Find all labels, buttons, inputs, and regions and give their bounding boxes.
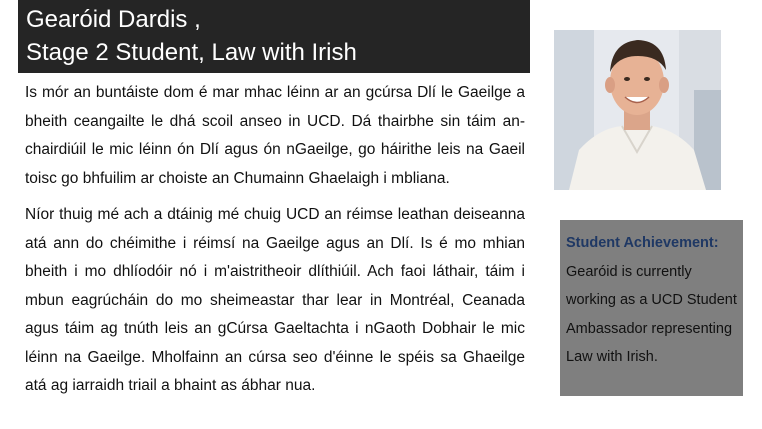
portrait-illustration xyxy=(554,30,721,190)
student-photo xyxy=(554,30,721,190)
achievement-title: Student Achievement: xyxy=(566,235,719,251)
achievement-box xyxy=(560,220,743,396)
student-role: Stage 2 Student, Law with Irish xyxy=(26,39,357,66)
paragraph-2: Níor thuig mé ach a dtáinig mé chuig UCD an réimse leathan deiseanna atá ann do chéimithe i réimsí na Gaeilge agus an Dlí. Is é mo mhian bheith i mo dhlíodóir nó i m'aistritheoir dlíthiúil. Ach faoi láthair, táim i mbun eagrúcháin do mo sheimeastar thar lear in Montréal, Ceanada agus táim ag tnúth leis an gCúrsa Gaeltachta i nGaoth Dobhair le mic léinn na Gaeilge. Mholfainn an cúrsa seo d'éinne le spéis sa Ghaeilge atá ag iarraidh triail a bhaint as ábhar nua. xyxy=(25,206,525,394)
achievement-text: Gearóid is currently working as a UCD Student Ambassador representing Law with Irish. xyxy=(566,263,737,365)
student-name: Gearóid Dardis , xyxy=(26,6,201,33)
title-banner xyxy=(18,0,530,73)
paragraph-1: Is mór an buntáiste dom é mar mhac léinn ar an gcúrsa Dlí le Gaeilge a bheith ceangailte le dhá scoil anseo in UCD. Dá thairbhe sin táim an-chairdiúil le mic léinn ón Dlí agus ón nGaeilge, go háirithe leis na Gaeil toisc go bhfuilim ar choiste an Chumainn Ghaelaigh i mbliana. xyxy=(25,84,525,187)
